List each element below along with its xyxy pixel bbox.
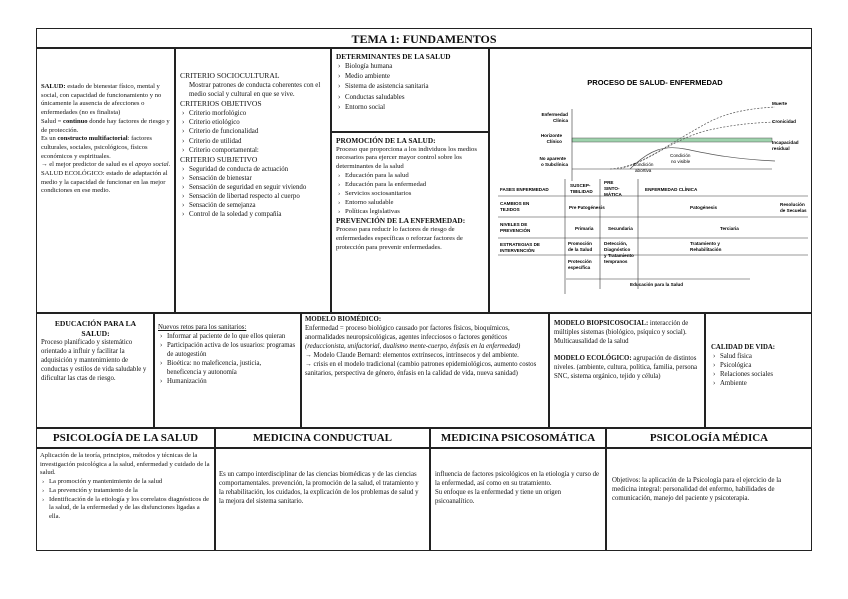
diagram-label: ESTRATEGIAS DE	[500, 242, 540, 247]
diagram-box	[489, 48, 812, 313]
diagram-label: FASES ENFERMEDAD	[500, 187, 549, 192]
list-item: › Criterio etiológico	[180, 118, 327, 127]
diagram-label: Condición	[670, 153, 691, 158]
diagram-label: MÁTICA	[604, 192, 622, 197]
diagram-label: PRE	[604, 180, 614, 185]
diagram-label: tempranos	[604, 259, 628, 264]
list-item: › Sensación de semejanza	[180, 201, 327, 210]
diagram-label: Incapacidad	[772, 140, 799, 145]
salud-box: SALUD: estado de bienestar físico, mental y social, con capacidad de funcionamiento y no únicamente la ausencia de afecciones o enfermedades (no es finalista) Salud = continuo donde hay factores de riesgo y de protección. Es un constructo multifactorial: factores culturales, sociales, psicológicos, físicos económicos y espirituales. → el mejor predictor de salud es el apoyo social. SALUD ECOLÓGICO: estado de adaptación al medio y la capacidad de funcionar en las mejor condiciones en ese medio.	[36, 48, 175, 313]
promocion-list	[336, 172, 485, 216]
list-item: › Políticas legislativas	[336, 208, 485, 217]
promocion-box: PROMOCIÓN DE LA SALUD: Proceso que proporciona a los individuos los medios necesarios para ejercer mayor control sobre los determinantes de la salud › Educación para la salud › Educación para la enfermedad › Servicios sociosanitarios › Entorno saludable › Políticas legislativas PREVENCIÓN DE LA ENFERMEDAD: Proceso para reducir lo factores de riesgo de enfermedades específicas o reforzar factores de protección para prevenir enfermedades.	[331, 132, 489, 313]
diagram-label: Pre Patogénesis	[569, 205, 605, 210]
biopsicosocial-title: MODELO BIOPSICOSOCIAL:	[554, 320, 649, 327]
diagram-label: Secundaria	[608, 226, 633, 231]
diagram-label: de la Salud	[568, 247, 593, 252]
diagram-label: o Subclínica	[540, 162, 568, 167]
diagram-label: residual	[772, 146, 790, 151]
diagram-label: Diagnóstico	[604, 247, 631, 252]
list-item: › Criterio de funcionalidad	[180, 127, 327, 136]
diagram-label: Protección	[568, 259, 592, 264]
diagram-title: PROCESO DE SALUD- ENFERMEDAD	[587, 78, 723, 87]
list-item: › Educación para la salud	[336, 172, 485, 181]
biopsicosocial-box: MODELO BIOPSICOSOCIAL: interacción de múltiples sistemas (biológico, psíquico y social). Multicausalidad de la salud MODELO ECOLÓGICO: agrupación de distintos niveles. (ambiente, cultura, política, familia, persona SNC, sistema orgánico, tejido y célula)	[549, 313, 705, 428]
criterios-objetivos-title: CRITERIOS OBJETIVOS	[180, 99, 262, 109]
calidad-list	[711, 353, 808, 389]
diagram-label: no visible	[671, 159, 691, 164]
psico-salud-list	[40, 478, 211, 522]
diagram-label: NIVELES DE	[500, 222, 528, 227]
list-item: › La prevención y tratamiento de la	[40, 487, 211, 496]
list-item: › Identificación de la etiología y los correlatos diagnósticos de la salud, de la enfermedad y de las disfunciones ligadas a ella.	[40, 496, 211, 522]
calidad-title: CALIDAD DE VIDA:	[711, 344, 776, 351]
diagram-label: INTERVENCIÓN	[500, 248, 535, 253]
diagram-label: Horizonte	[540, 133, 562, 138]
diagram-label: Muerte	[772, 101, 788, 106]
biomedico-title: MODELO BIOMÉDICO:	[305, 316, 382, 323]
med-conductual-box: Es un campo interdisciplinar de las ciencias biomédicas y de las ciencias comportamentales. prevención, la promoción de la salud, el tratamiento y la rehabilitación, los cuidados, la explicación de los problemas de salud y la mejora del sistema sanitario.	[215, 448, 430, 551]
page-title: TEMA 1: FUNDAMENTOS	[36, 28, 812, 48]
list-item: › Control de la soledad y compañía	[180, 210, 327, 219]
diagram-label: Clínico	[546, 139, 562, 144]
list-item: › Biología humana	[336, 62, 485, 72]
diagram-label: Cronicidad	[772, 119, 796, 124]
diagram-label: Enfermedad	[541, 112, 568, 117]
diagram-label: Patogénesis	[690, 205, 718, 210]
diagram-label: TEJIDOS	[500, 207, 520, 212]
list-item: › Participación activa de los usuarios: programas de autogestión	[158, 342, 297, 360]
list-item: › Humanización	[158, 378, 297, 387]
list-item: › Criterio comportamental:	[180, 146, 327, 155]
promocion-title: PROMOCIÓN DE LA SALUD:	[336, 136, 436, 145]
diagram-label: TIBILIDAD	[570, 189, 593, 194]
criterios-box: CRITERIO SOCIOCULTURAL Mostrar patrones de conducta coherentes con el medio social y cultural en que se vive. CRITERIOS OBJETIVOS › Criterio morfológico › Criterio etiológico › Criterio de funcionalidad › Criterio de utilidad › Criterio comportamental: CRITERIO SUBJETIVO › Seguridad de conducta de actuación › Sensación de bienestar › Sensación de seguridad en seguir viviendo › Sensación de libertad respecto al cuerpo › Sensación de semejanza › Control de la soledad y compañía	[175, 48, 331, 313]
retos-title: Nuevos retos para los sanitarios:	[158, 324, 247, 331]
list-item: › La promoción y mantenimiento de la salud	[40, 478, 211, 487]
med-psicosomatica-box: influencia de factores psicológicos en la etiología y curso de la enfermedad, así como en su tratamiento. Su enfoque es la enfermedad y tiene un origen psicoanalítico.	[430, 448, 606, 551]
diagram-label: Primaria	[575, 226, 594, 231]
prevencion-title: PREVENCIÓN DE LA ENFERMEDAD:	[336, 216, 466, 226]
med-psicosomatica-header: MEDICINA PSICOSOMÁTICA	[430, 428, 606, 448]
diagram-label: de Secuelas	[780, 208, 807, 213]
list-item: › Sensación de bienestar	[180, 174, 327, 183]
psico-medica-header: PSICOLOGÍA MÉDICA	[606, 428, 812, 448]
list-item: › Informar al paciente de lo que ellos quieran	[158, 333, 297, 342]
diagram-label: Rehabilitación	[690, 247, 722, 252]
list-item: › Medio ambiente	[336, 72, 485, 82]
diagram-label: ENFERMEDAD CLÍNICA	[645, 187, 698, 192]
diagram-label: abortiva	[635, 168, 652, 173]
list-item: › Bioética: no maleficencia, justicia, beneficencia y autonomía	[158, 360, 297, 378]
list-item: › Psicológica	[711, 362, 808, 371]
list-item: › Criterio de utilidad	[180, 137, 327, 146]
list-item: › Entorno social	[336, 103, 485, 113]
diagram-label: específica	[568, 265, 591, 270]
criterio-subjetivo-title: CRITERIO SUBJETIVO	[180, 154, 258, 164]
determinantes-box	[331, 48, 489, 132]
criterio-subjetivo-list	[180, 165, 327, 220]
diagram-label: PREVENCIÓN	[500, 228, 531, 233]
list-item: › Sensación de libertad respecto al cuerpo	[180, 192, 327, 201]
horizonte-band	[572, 138, 772, 142]
list-item: › Ambiente	[711, 380, 808, 389]
diagram-label: SUSCEP-	[570, 183, 591, 188]
list-item: › Entorno saludable	[336, 199, 485, 208]
diagram-label: y Tratamiento	[604, 253, 634, 258]
list-item: › Sensación de seguridad en seguir viviendo	[180, 183, 327, 192]
determinantes-title: DETERMINANTES DE LA SALUD	[336, 52, 451, 61]
criterio-sociocultural-title: CRITERIO SOCIOCULTURAL	[180, 71, 280, 80]
retos-box	[154, 313, 301, 428]
salud-enfermedad-diagram	[490, 49, 812, 313]
diagram-label: No aparente	[539, 156, 566, 161]
calidad-box	[705, 313, 812, 428]
list-item: › Educación para la enfermedad	[336, 181, 485, 190]
diagram-label: CAMBIOS EN	[500, 201, 530, 206]
diagram-label: SINTO-	[604, 186, 620, 191]
educacion-box: EDUCACIÓN PARA LA SALUD: Proceso planificado y sistemático orientado a influir y facilitar la adquisición y mantenimiento de conductas y estilos de vida saludable y dificultar las ctas de riesgo.	[36, 313, 154, 428]
psico-medica-box: Objetivos: la aplicación de la Psicología para el ejercicio de la medicina integral: personalidad del enfermo, habilidades de comunicación, manejo del paciente y psicoterapia.	[606, 448, 812, 551]
educacion-title: EDUCACIÓN PARA LA SALUD:	[54, 319, 137, 339]
criterios-objetivos-list	[180, 109, 327, 155]
diagram-label: Condición	[633, 162, 654, 167]
list-item: › Criterio morfológico	[180, 109, 327, 118]
determinantes-list	[336, 62, 485, 114]
diagram-label: Detección,	[604, 241, 628, 246]
list-item: › Salud física	[711, 353, 808, 362]
diagram-label: Resolución	[780, 202, 805, 207]
psico-salud-box: Aplicación de la teoría, principios, métodos y técnicas de la investigación psicológica a la salud, enfermedad y cuidado de la salud. › La promoción y mantenimiento de la salud › La prevención y tratamiento de la › Identificación de la etiología y los correlatos diagnósticos de la salud, de la enfermedad y de las disfunciones ligadas a ella.	[36, 448, 215, 551]
retos-list	[158, 333, 297, 387]
diagram-label: Tratamiento y	[690, 241, 720, 246]
list-item: › Relaciones sociales	[711, 371, 808, 380]
list-item: › Seguridad de conducta de actuación	[180, 165, 327, 174]
psico-salud-header: PSICOLOGÍA DE LA SALUD	[36, 428, 215, 448]
biomedico-box: MODELO BIOMÉDICO: Enfermedad = proceso biológico causado por factores físicos, bioquímicos, anormalidades neuropsicológicas, agentes infecciosos o factores genéticos (reduccionista, unifactorial, dualismo mente-cuerpo, énfasis en la enfermedad) → Modelo Claude Bernard: elementos extrínsecos, intrínsecos y del ambiente. → crisis en el modelo tradicional (cambio patrones epidemiológicos, aumento costos sanitarios, perspectiva de género, énfasis en la calidad de vida, nueva sanidad)	[301, 313, 549, 428]
med-conductual-header: MEDICINA CONDUCTUAL	[215, 428, 430, 448]
list-item: › Sistema de asistencia sanitaria	[336, 82, 485, 92]
list-item: › Conductas saludables	[336, 93, 485, 103]
list-item: › Servicios sociosanitarios	[336, 190, 485, 199]
diagram-label: Terciaria	[720, 226, 739, 231]
diagram-label: Promoción	[568, 241, 592, 246]
salud-label: SALUD:	[41, 83, 66, 90]
diagram-label: Educación para la Salud	[630, 282, 684, 287]
diagram-label: Clínica	[552, 118, 568, 123]
ecologico-title: MODELO ECOLÓGICO:	[554, 354, 632, 362]
